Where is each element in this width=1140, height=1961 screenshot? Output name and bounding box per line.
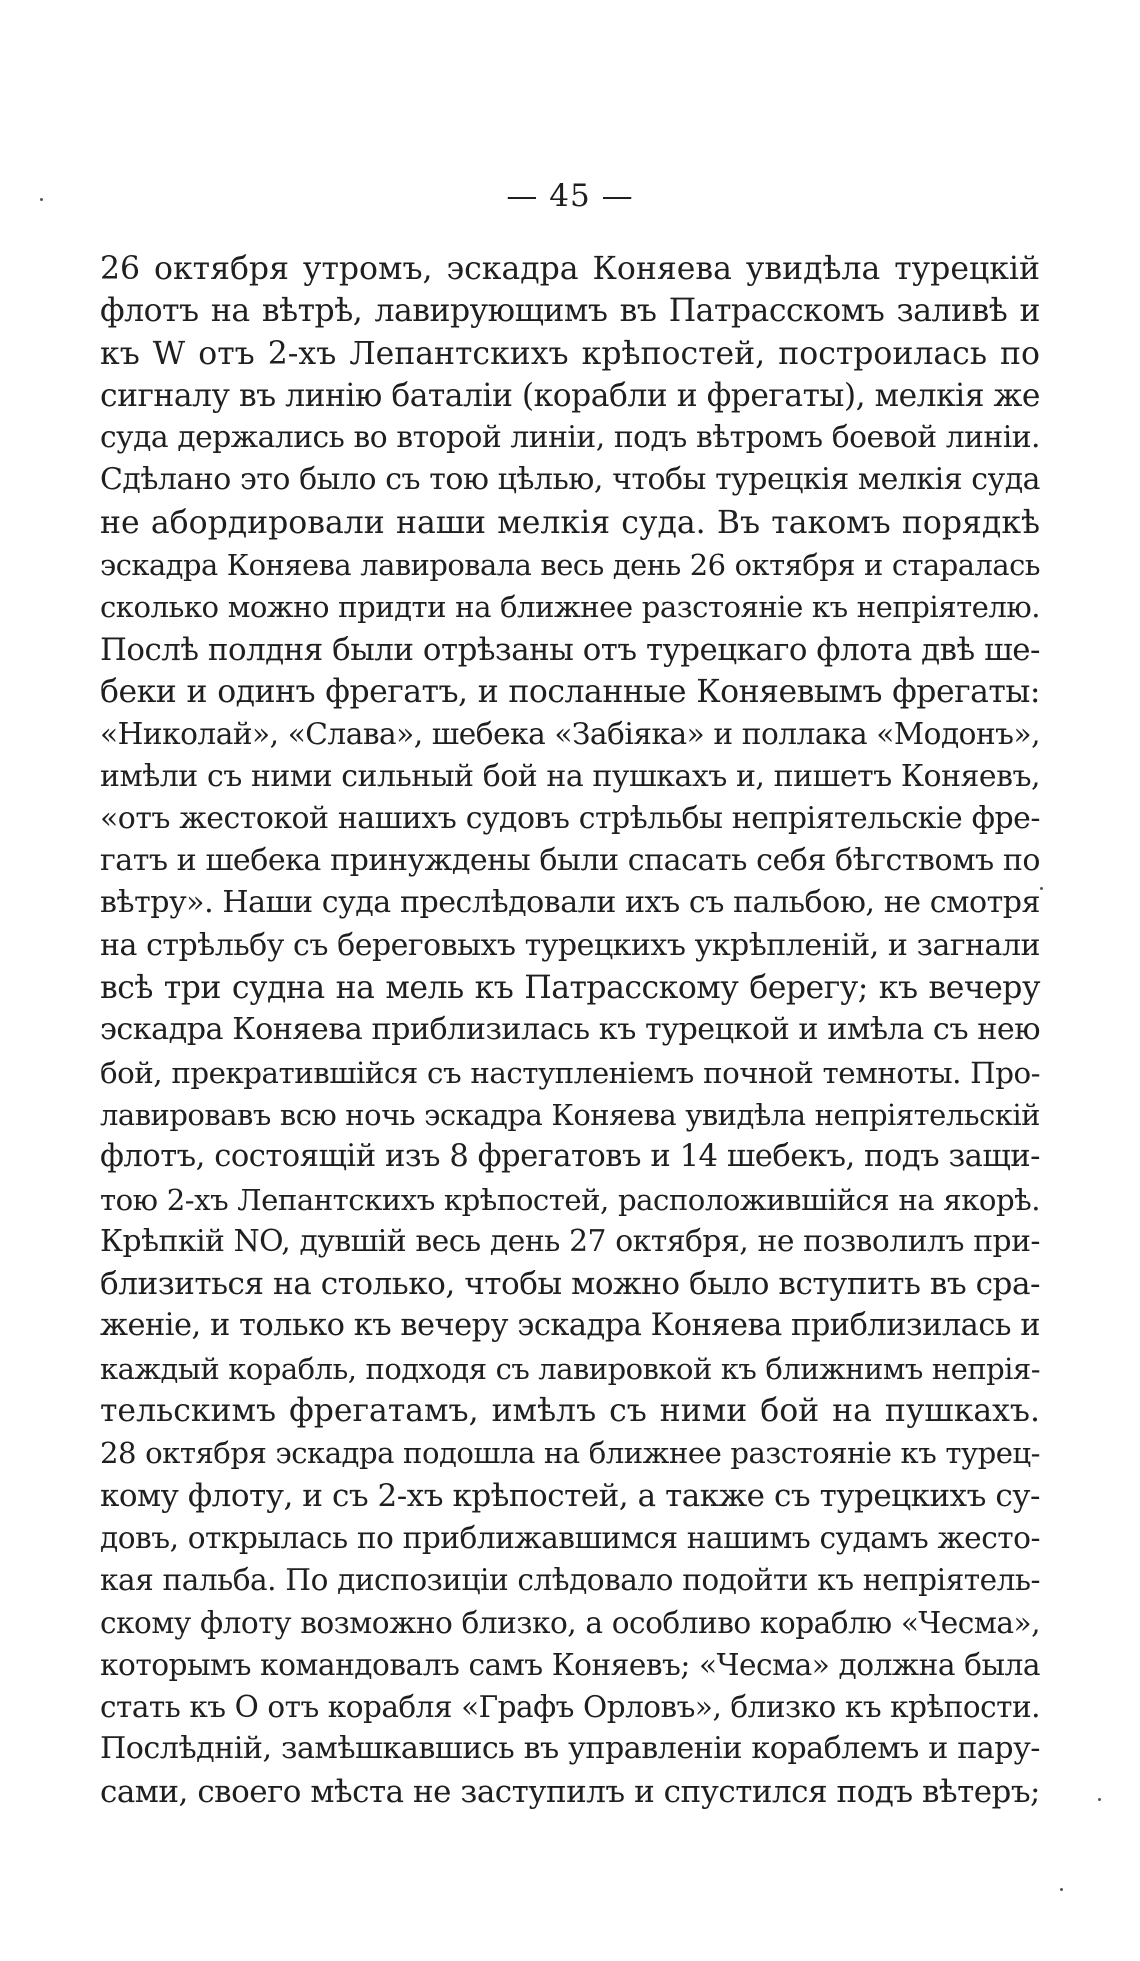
text-line: Послѣдній, замѣшкавшись въ управленіи кораблемъ и пару-	[100, 1731, 1040, 1767]
text-line: флотъ, состоящій изъ 8 фрегатовъ и 14 шебекъ, подъ защи-	[100, 1139, 1040, 1175]
text-line: Послѣ полдня были отрѣзаны отъ турецкаго флота двѣ ше-	[100, 631, 1040, 668]
text-line: которымъ командовалъ самъ Коняевъ; «Чесма» должна была	[100, 1647, 1040, 1682]
text-line: эскадра Коняева лавировала весь день 26 октября и старалась	[100, 548, 1040, 583]
text-line: къ W отъ 2-хъ Лепантскихъ крѣпостей, построилась по	[100, 335, 1040, 372]
text-line: 26 октября утромъ, эскадра Коняева увидѣла турецкій	[100, 251, 1040, 287]
text-line: флотъ на вѣтрѣ, лавирующимъ въ Патрасскомъ заливѣ и	[100, 293, 1040, 330]
text-line: сигналу въ линію баталіи (корабли и фрегаты), мелкія же	[100, 377, 1040, 414]
text-line: женіе, и только къ вечеру эскадра Коняева приблизилась и	[100, 1308, 1040, 1344]
text-line: вѣтру». Наши суда преслѣдовали ихъ съ пальбою, не смотря	[100, 885, 1040, 921]
text-line: тою 2-хъ Лепантскихъ крѣпостей, расположившійся на якорѣ.	[100, 1182, 1040, 1217]
paper-speck	[40, 198, 43, 201]
text-line: Сдѣлано это было съ тою цѣлью, чтобы турецкія мелкія суда	[100, 462, 1040, 498]
text-line: скому флоту возможно близко, а особливо кораблю «Чесма»,	[100, 1605, 1040, 1640]
text-line: имѣли съ ними сильный бой на пушкахъ и, пишетъ Коняевъ,	[100, 758, 1040, 794]
paper-speck	[1060, 1888, 1063, 1891]
text-line: сколько можно придти на ближнее разстояніе къ непріятелю.	[100, 590, 1040, 625]
text-line: лавировавъ всю ночь эскадра Коняева увидѣла непріятельскій	[100, 1097, 1040, 1132]
text-line: кая пальба. По диспозиціи слѣдовало подойти къ непріятель-	[100, 1563, 1040, 1598]
text-line: сами, своего мѣста не заступилъ и спустился подъ вѣтеръ;	[100, 1773, 1040, 1810]
text-line: эскадра Коняева приблизилась къ турецкой и имѣла съ нею	[100, 1012, 1040, 1048]
text-line: гатъ и шебека принуждены были спасать себя бѣгствомъ по	[100, 843, 1040, 879]
text-line: не абордировали наши мелкія суда. Въ такомъ порядкѣ	[100, 504, 1040, 541]
text-line: близиться на столько, чтобы можно было вступить въ сра-	[100, 1266, 1040, 1303]
text-line: суда держались во второй линіи, подъ вѣтромъ боевой линіи.	[100, 420, 1040, 456]
text-line: кому флоту, и съ 2-хъ крѣпостей, а также съ турецкихъ су-	[100, 1477, 1040, 1514]
text-line: бой, прекратившійся съ наступленіемъ почной темноты. Про-	[100, 1055, 1040, 1090]
text-line: беки и одинъ фрегатъ, и посланные Коняевымъ фрегаты:	[100, 673, 1040, 710]
paper-speck	[1098, 1798, 1101, 1801]
paper-speck	[1040, 887, 1043, 890]
text-line: 28 октября эскадра подошла на ближнее разстояніе къ турец-	[100, 1436, 1040, 1471]
text-line: каждый корабль, подходя съ лавировкой къ ближнимъ непрія-	[100, 1351, 1040, 1386]
text-line: стать къ O отъ корабля «Графъ Орловъ», близко къ крѣпости.	[100, 1690, 1040, 1725]
text-line: «Николай», «Слава», шебека «Забіяка» и поллака «Модонъ»,	[100, 717, 1040, 752]
text-line: довъ, открылась по приближавшимся нашимъ судамъ жесто-	[100, 1520, 1040, 1555]
text-line: на стрѣльбу съ береговыхъ турецкихъ укрѣпленій, и загнали	[100, 927, 1040, 963]
text-line: всѣ три судна на мель къ Патрасскому берегу; къ вечеру	[100, 970, 1040, 1007]
body-text	[100, 248, 1040, 1813]
page-number: — 45 —	[506, 178, 634, 214]
text-line: Крѣпкій NO, дувшій весь день 27 октября, не позволилъ при-	[100, 1223, 1040, 1259]
text-line: тельскимъ фрегатамъ, имѣлъ съ ними бой на пушкахъ.	[100, 1393, 1040, 1430]
text-line: «отъ жестокой нашихъ судовъ стрѣльбы непріятельскіе фре-	[100, 800, 1040, 836]
